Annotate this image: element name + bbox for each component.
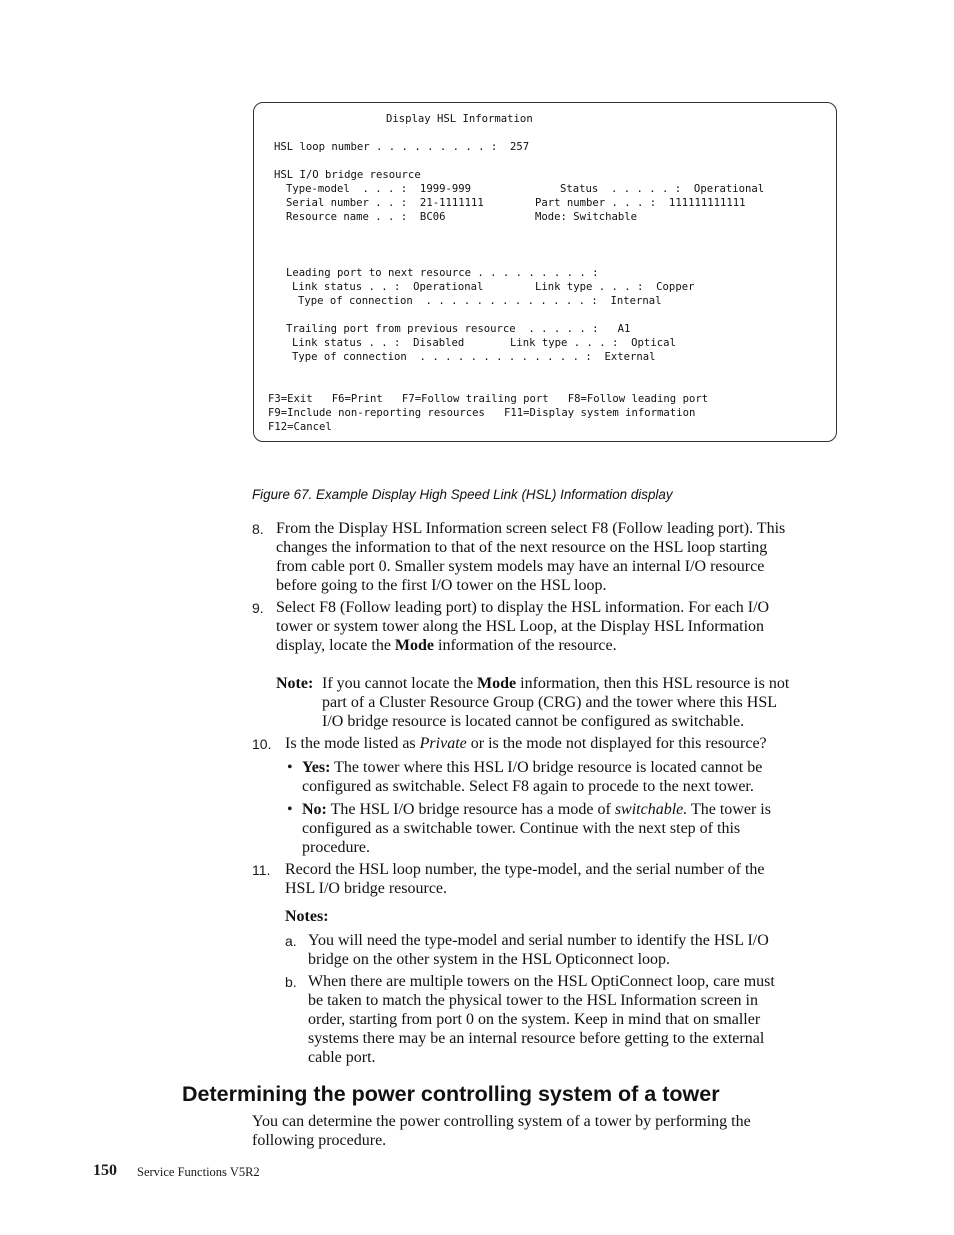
note-b-letter: b. [285, 974, 297, 990]
screen-type-model: Type-model . . . : 1999-999 [286, 183, 471, 195]
note-a-text [308, 931, 769, 969]
step-9-number: 9. [252, 600, 264, 616]
screen-function-keys-2: F9=Include non-reporting resources F11=Display system information [268, 407, 696, 419]
text-line: from cable port 0. Smaller system models may have an internal I/O resource [276, 558, 765, 575]
text-line: Record the HSL loop number, the type-model, and the serial number of the [285, 861, 765, 878]
screen-leading-link-status: Link status . . : Operational [292, 281, 484, 293]
page-number: 150 [93, 1162, 117, 1179]
text-line: configured as switchable. Select F8 again to procede to the next tower. [302, 778, 754, 795]
note-text [322, 674, 789, 731]
step-10-text: Is the mode listed as Private or is the mode not displayed for this resource? [285, 735, 767, 752]
text-line: procedure. [302, 839, 370, 856]
note-b-text [308, 972, 775, 1067]
screen-bridge-header: HSL I/O bridge resource [274, 169, 421, 181]
text-line: You will need the type-model and serial number to identify the HSL I/O [308, 932, 769, 949]
text-line: I/O bridge resource is located cannot be configured as switchable. [322, 713, 745, 730]
text-line: configured as a switchable tower. Continue with the next step of this [302, 820, 741, 837]
screen-loop-number: HSL loop number . . . . . . . . . : 257 [274, 141, 530, 153]
text-line: When there are multiple towers on the HSL OptiConnect loop, care must [308, 973, 775, 990]
step-10-no [302, 800, 771, 857]
screen-status: Status . . . . . : Operational [560, 183, 765, 195]
text-line: before going to the first I/O tower on the HSL loop. [276, 577, 607, 594]
screen-leading-link-type: Link type . . . : Copper [535, 281, 695, 293]
screen-trailing-connection: Type of connection . . . . . . . . . . . . . : External [292, 351, 656, 363]
section-intro [252, 1112, 751, 1150]
text-line: tower or system tower along the HSL Loop, at the Display HSL Information [276, 618, 765, 635]
text-line: Yes: The tower where this HSL I/O bridge resource is located cannot be [302, 759, 763, 776]
note-a-letter: a. [285, 933, 297, 949]
note-label: Note: [276, 675, 314, 692]
text-line: From the Display HSL Information screen select F8 (Follow leading port). This [276, 520, 786, 537]
text-line: HSL I/O bridge resource. [285, 880, 448, 897]
screen-leading-port: Leading port to next resource . . . . . . . . . : [286, 267, 599, 279]
notes-label: Notes: [285, 908, 329, 925]
screen-title: Display HSL Information [386, 113, 533, 125]
figure-caption: Figure 67. Example Display High Speed Link (HSL) Information display [252, 487, 673, 502]
screen-trailing-link-type: Link type . . . : Optical [510, 337, 676, 349]
step-9-text [276, 598, 769, 655]
step-10-yes [302, 758, 762, 796]
screen-part-number: Part number . . . : 111111111111 [535, 197, 746, 209]
screen-function-keys-1: F3=Exit F6=Print F7=Follow trailing port F8=Follow leading port [268, 393, 709, 405]
screen-function-keys-3: F12=Cancel [268, 421, 332, 433]
text-line: systems there may be an internal resource before getting to the external [308, 1030, 765, 1047]
screen-mode: Mode: Switchable [535, 211, 638, 223]
text-line: bridge on the other system in the HSL Opticonnect loop. [308, 951, 671, 968]
text-line: If you cannot locate the Mode information, then this HSL resource is not [322, 675, 790, 692]
text-line: part of a Cluster Resource Group (CRG) and the tower where this HSL [322, 694, 777, 711]
text-line: cable port. [308, 1049, 376, 1066]
text-line: be taken to match the physical tower to the HSL Information screen in [308, 992, 758, 1009]
text-line: following procedure. [252, 1132, 387, 1149]
step-8-number: 8. [252, 521, 264, 537]
text-line: No: The HSL I/O bridge resource has a mode of switchable. The tower is [302, 801, 771, 818]
text-line: order, starting from port 0 on the system. Keep in mind that on smaller [308, 1011, 761, 1028]
bullet: • [287, 801, 293, 818]
section-heading: Determining the power controlling system of a tower [182, 1082, 720, 1106]
text-line: You can determine the power controlling system of a tower by performing the [252, 1113, 751, 1130]
screen-trailing-port: Trailing port from previous resource . . . . . : A1 [286, 323, 631, 335]
step-8-text [276, 519, 785, 595]
text-line: changes the information to that of the next resource on the HSL loop starting [276, 539, 768, 556]
bullet: • [287, 759, 293, 776]
screen-resource-name: Resource name . . : BC06 [286, 211, 446, 223]
screen-trailing-link-status: Link status . . : Disabled [292, 337, 465, 349]
step-11-number: 11. [252, 862, 271, 878]
step-10-number: 10. [252, 736, 272, 752]
step-11-text [285, 860, 765, 898]
screen-serial: Serial number . . : 21-1111111 [286, 197, 484, 209]
screen-leading-connection: Type of connection . . . . . . . . . . . . . : Internal [298, 295, 662, 307]
text-line: Select F8 (Follow leading port) to display the HSL information. For each I/O [276, 599, 770, 616]
footer-title: Service Functions V5R2 [137, 1165, 260, 1179]
text-line: display, locate the Mode information of the resource. [276, 637, 617, 654]
